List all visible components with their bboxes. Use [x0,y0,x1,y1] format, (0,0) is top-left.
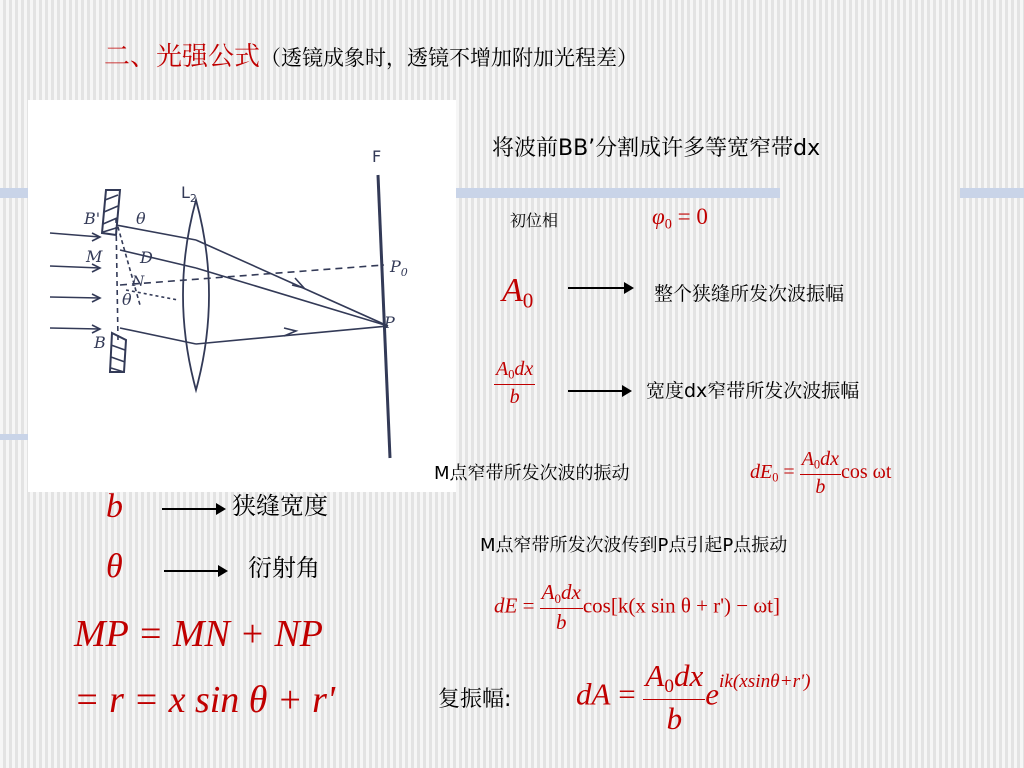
label-n: N [132,274,145,290]
arrow-strip [568,390,630,392]
label-b-prime: B' [84,209,101,228]
diffraction-angle-text: 衍射角 [248,554,320,582]
decor-stripe-right [960,188,1024,198]
label-p: P [384,313,395,332]
de-formula: dE = $\frac{A_0dx}{b}$ cos[k(x sin θ + r') − ωt] [494,580,780,634]
title-note: （透镜成象时，透镜不增加附加光程差） [260,46,639,70]
slit-width-text: 狭缝宽度 [232,492,328,520]
arrow-theta [164,570,226,572]
split-wavefront-text: 将波前BB’分割成许多等宽窄带dx [492,136,821,161]
decor-stripe-bottom [0,434,30,440]
decor-stripe-mid [455,188,780,198]
strip-amplitude-text: 宽度dx窄带所发次波振幅 [646,380,860,402]
complex-amplitude-label: 复振幅: [438,687,512,712]
label-l2: $L_2$ [181,183,197,205]
initial-phase-label: 初位相 [510,211,559,230]
strip-amplitude-formula: $\frac{A_0dx}{b}$ [496,358,534,408]
label-f: F [372,147,382,166]
amplitude-a0: $A_0$ [502,272,534,313]
m-strip-vibration-text: M点窄带所发次波的振动 [434,463,630,484]
label-p0: $P_0$ [390,257,408,279]
optics-figure [28,100,456,492]
label-d: D [140,248,153,267]
label-b: B [94,333,106,352]
label-theta-bottom: θ [122,290,132,309]
p-vibration-text: M点窄带所发次波传到P点引起P点振动 [480,535,788,556]
label-m: M [86,247,103,266]
r-equation: = r = x sin θ + r' [74,679,336,721]
arrow-a0 [568,287,632,289]
symbol-theta: θ [106,548,123,585]
arrow-b [162,508,224,510]
lens-l2 [183,200,209,390]
mp-equation: MP = MN + NP [74,613,324,655]
initial-phase-formula: $\varphi_0 = 0$ [652,204,708,233]
whole-slit-amplitude-text: 整个狭缝所发次波振幅 [654,283,845,305]
decor-stripe-left [0,188,28,198]
single-slit-diagram [28,100,456,492]
label-theta-top: θ [136,209,146,228]
title-main: 二、光强公式 [104,42,261,72]
da-formula: dA = $\frac{A_0dx}{b}$ $e^{ik(xsin\theta+r')}$ [576,658,811,736]
symbol-b: b [106,488,123,525]
de0-formula: $dE_0$ = $\frac{A_0dx}{b}$ cos ωt [750,448,892,498]
slide-title [104,36,638,73]
